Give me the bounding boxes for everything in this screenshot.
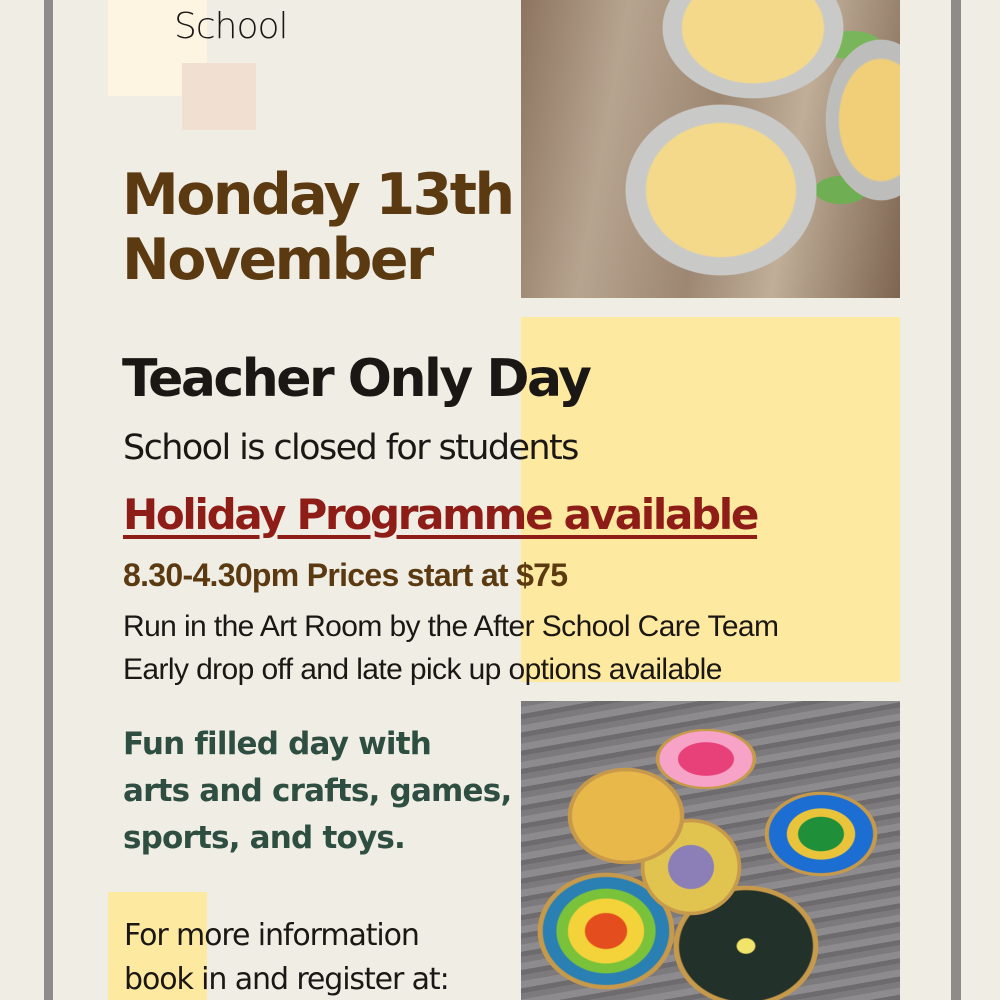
more-info-line: book in and register at: [124,962,449,997]
activities-text [123,721,511,862]
event-date [122,163,513,293]
times-prices: 8.30-4.30pm Prices start at $75 [123,557,568,593]
detail-line: Early drop off and late pick up options available [123,653,722,686]
painted-coasters-photo [521,701,900,1000]
activities-line: Fun filled day with [123,726,432,762]
more-info-line: For more information [124,918,419,953]
activities-line: arts and crafts, games, [123,773,512,809]
programme-details [123,605,778,691]
detail-line: Run in the Art Room by the After School Care Team [123,610,779,643]
activities-line: sports, and toys. [123,820,405,856]
school-label: School [174,6,288,47]
programme-title: Holiday Programme available [123,490,758,539]
left-border [44,0,53,1000]
headline: Teacher Only Day [122,349,590,409]
more-info-text [124,914,449,1000]
date-line-2: November [122,227,432,293]
right-border [951,0,961,1000]
lip-balm-tins-photo [521,0,900,298]
date-line-1: Monday 13th [122,162,513,228]
decorative-peach-block [182,63,256,130]
subheadline: School is closed for students [123,428,578,468]
